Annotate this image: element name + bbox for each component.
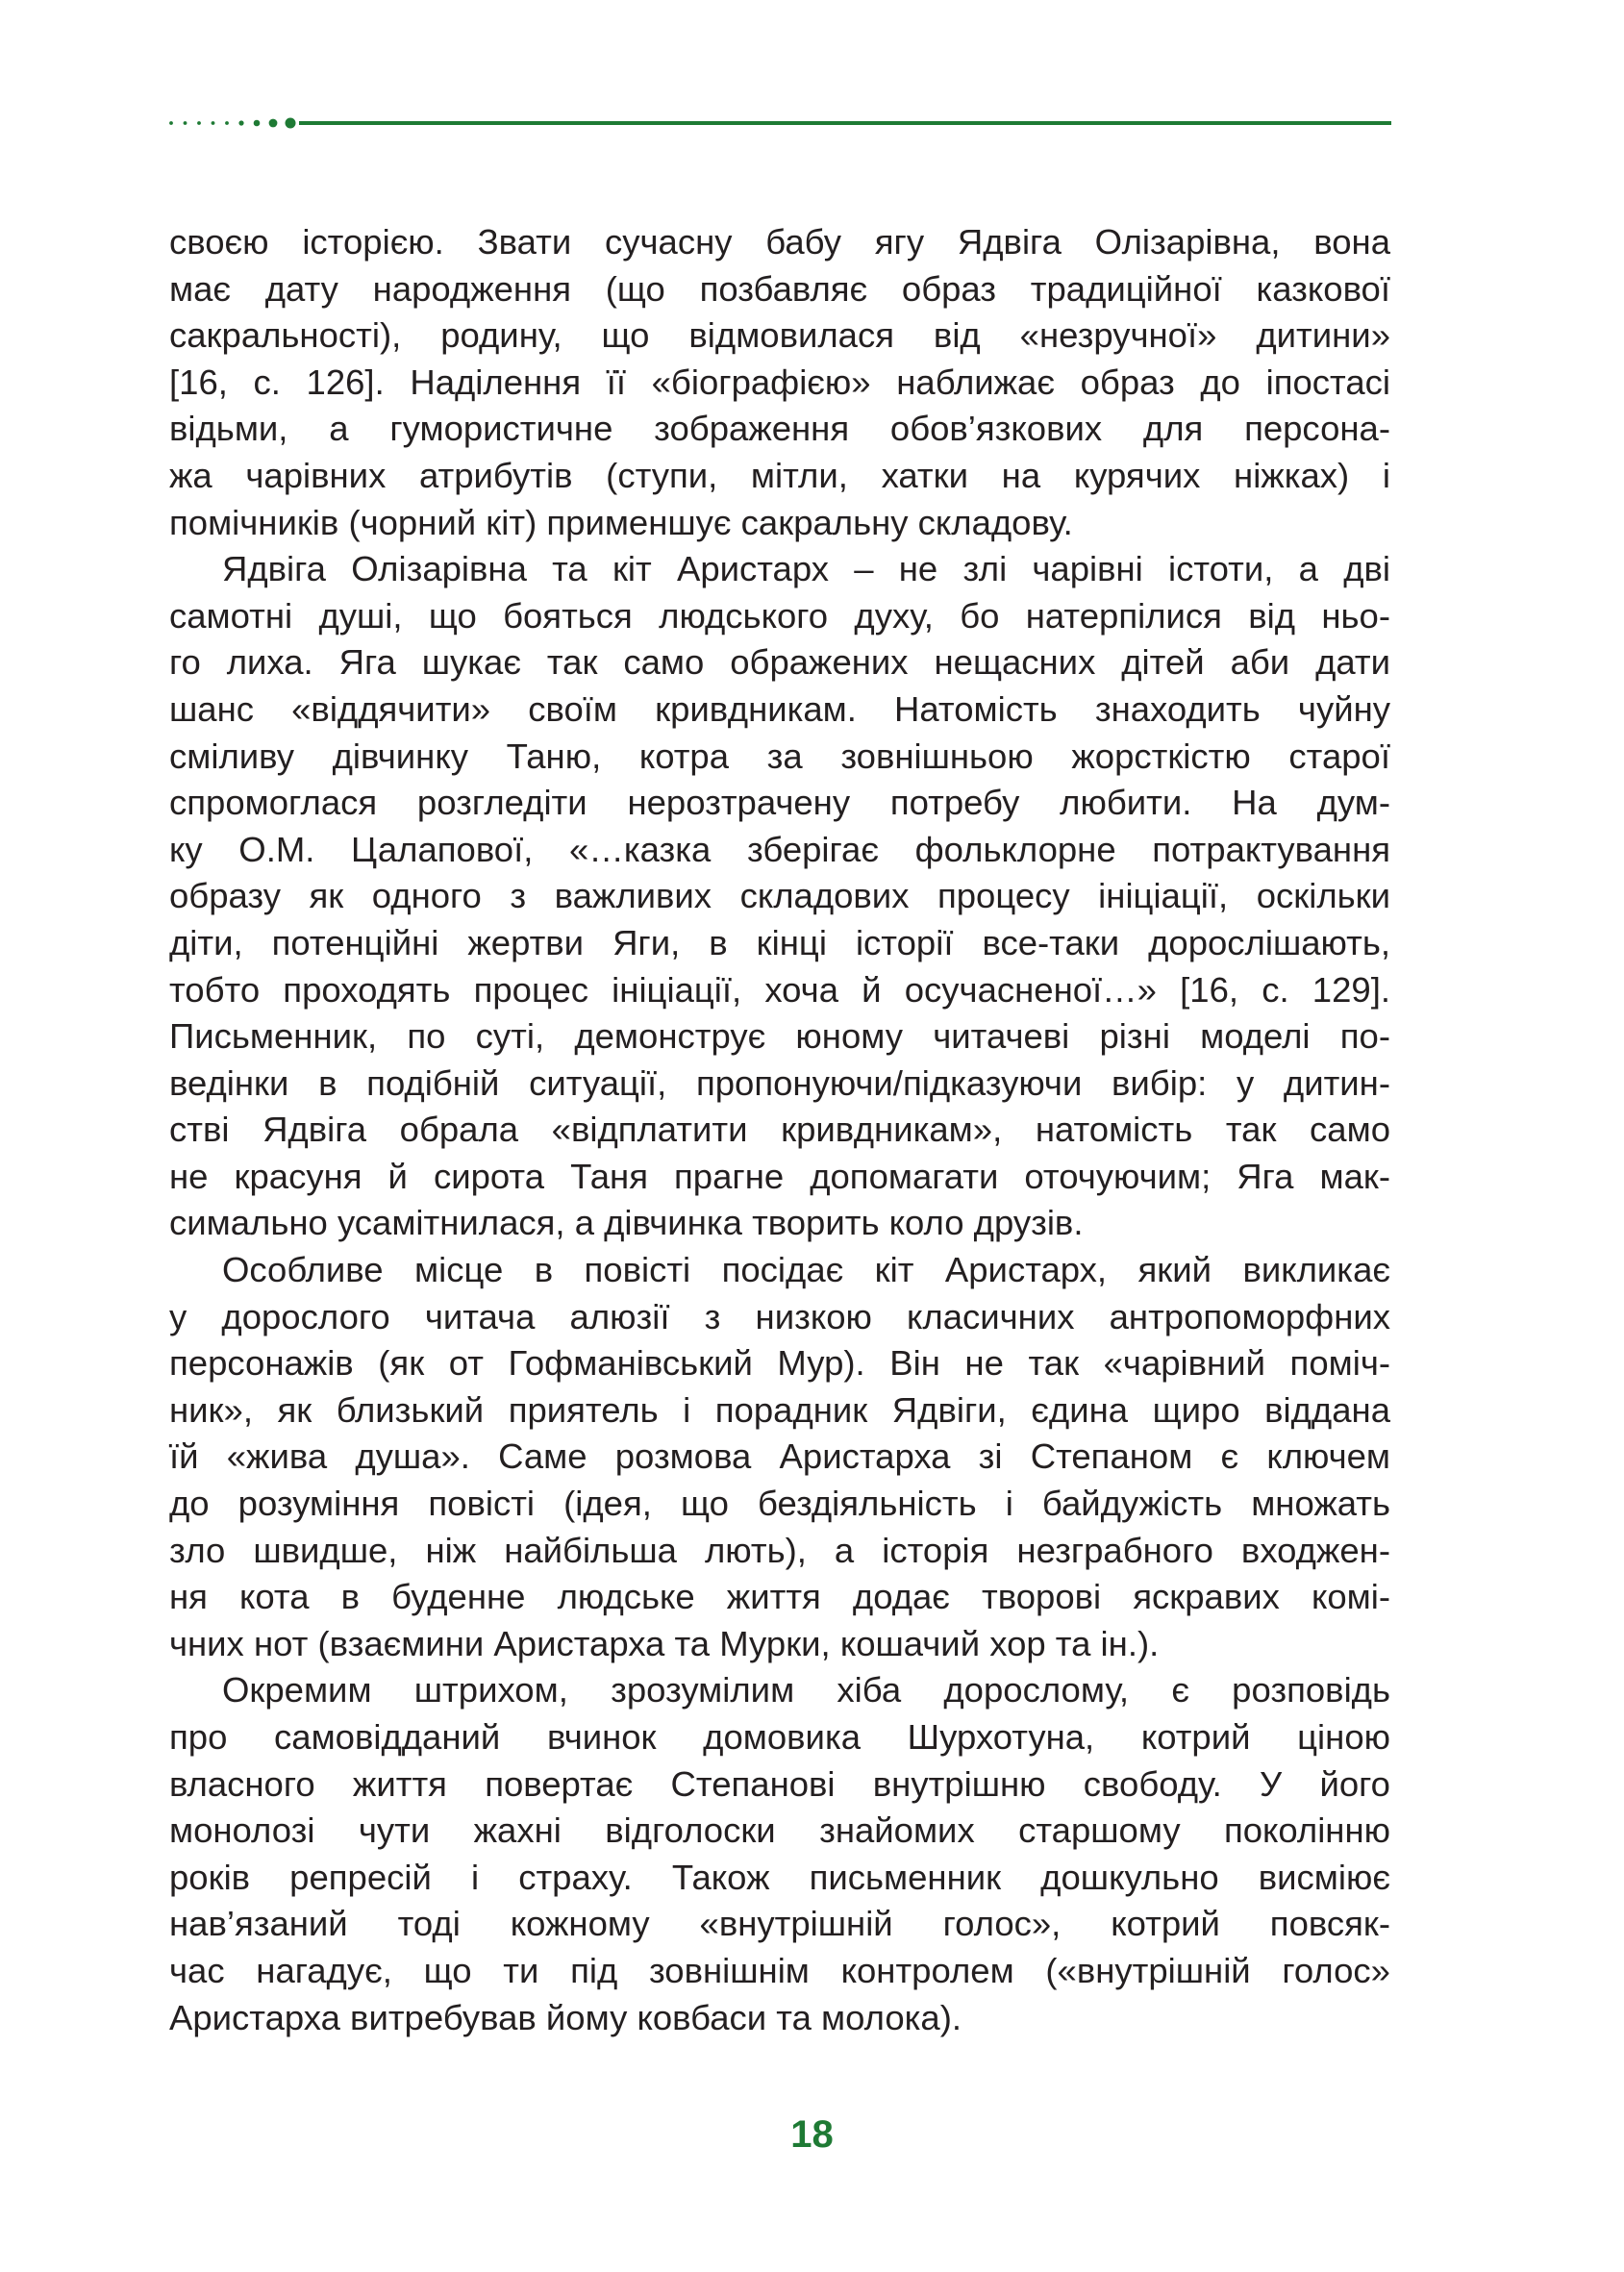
text-line: образу як одного з важливих складових процесу ініціації, оскільки: [169, 876, 1390, 916]
rule-dot: [184, 121, 187, 125]
text-line: сакральності), родину, що відмовилася від «незручної» дитини»: [169, 315, 1390, 356]
text-line: Аристарха витребував йому ковбаси та молока).: [169, 1997, 962, 2037]
text-line: нав’язаний тоді кожному «внутрішній голос», котрий повсяк-: [169, 1904, 1390, 1944]
text-line: власного життя повертає Степанові внутрішню свободу. У його: [169, 1763, 1390, 1804]
text-line: [16, с. 126]. Наділення її «біографією» наближає образ до іпостасі: [169, 362, 1390, 402]
text-line: монолозі чути жахні відголоски знайомих старшому поколінню: [169, 1810, 1390, 1851]
text-line: персонажів (як от Гофманівський Мур). Він не так «чарівний поміч-: [169, 1343, 1390, 1384]
text-line: симально усамітнилася, а дівчинка творить коло друзів.: [169, 1203, 1084, 1243]
text-line: спромоглася розгледіти нерозтрачену потребу любити. На дум-: [169, 783, 1390, 823]
text-line: до розуміння повісті (ідея, що бездіяльність і байдужість множать: [169, 1484, 1390, 1524]
paragraph: [169, 1247, 1390, 1667]
text-line: чних нот (взаємини Аристарха та Мурки, кошачий хор та ін.).: [169, 1623, 1160, 1663]
text-line: сміливу дівчинку Таню, котра за зовнішньою жорсткістю старої: [169, 736, 1390, 776]
rule-dot: [254, 120, 261, 127]
paragraph: [169, 219, 1390, 546]
text-line: у дорослого читача алюзії з низкою класичних антропоморфних: [169, 1296, 1390, 1336]
text-line: час нагадує, що ти під зовнішнім контролем («внутрішній голос»: [169, 1950, 1390, 1990]
rule-dot: [169, 121, 173, 125]
rule-dot: [286, 118, 296, 129]
rule-dot: [212, 121, 215, 125]
body-text: [169, 219, 1390, 2041]
text-line: ник», як близький приятель і порадник Ядвіги, єдина щиро віддана: [169, 1389, 1390, 1430]
paragraph: [169, 1667, 1390, 2041]
text-line: го лиха. Яга шукає так само ображених нещасних дітей аби дати: [169, 642, 1390, 683]
text-line: ведінки в подібній ситуації, пропонуючи/підказуючи вибір: у дитин-: [169, 1062, 1390, 1103]
text-line: самотні душі, що бояться людського духу, бо натерпілися від ньо-: [169, 595, 1390, 636]
text-line: їй «жива душа». Саме розмова Аристарха зі Степаном є ключем: [169, 1436, 1390, 1477]
text-line: тобто проходять процес ініціації, хоча й осучасненої…» [16, с. 129].: [169, 969, 1390, 1010]
text-line: Письменник, по суті, демонструє юному читачеві різні моделі по-: [169, 1016, 1390, 1057]
text-line: своєю історією. Звати сучасну бабу ягу Ядвіга Олізарівна, вона: [169, 222, 1390, 262]
header-dotted-rule: [168, 113, 1391, 133]
text-line: зло швидше, ніж найбільша лють), а історія незграбного входжен-: [169, 1530, 1390, 1570]
rule-dot: [225, 121, 229, 125]
text-line: помічників (чорний кіт) применшує сакральну складову.: [169, 502, 1073, 542]
text-line: діти, потенційні жертви Яги, в кінці історії все-таки дорослішають,: [169, 922, 1390, 962]
text-line: Особливе місце в повісті посідає кіт Аристарх, який викликає: [222, 1250, 1390, 1290]
page-number: 18: [790, 2113, 834, 2156]
text-line: ня кота в буденне людське життя додає творові яскравих комі-: [169, 1577, 1390, 1617]
rule-dot: [238, 120, 243, 125]
text-line: не красуня й сирота Таня прагне допомагати оточуючим; Яга мак-: [169, 1156, 1390, 1196]
text-line: Окремим штрихом, зрозумілим хіба дорослому, є розповідь: [222, 1670, 1390, 1710]
rule-line: [299, 121, 1391, 125]
paragraph: [169, 546, 1390, 1247]
header-rule-graphic: [168, 113, 1391, 133]
text-line: має дату народження (що позбавляє образ традиційної казкової: [169, 268, 1390, 309]
text-line: жа чарівних атрибутів (ступи, мітли, хатки на курячих ніжках) і: [169, 455, 1390, 495]
rule-dot: [197, 121, 201, 125]
text-line: Ядвіга Олізарівна та кіт Аристарх – не злі чарівні істоти, а дві: [222, 549, 1390, 589]
rule-dot: [269, 119, 278, 128]
text-line: ку О.М. Цалапової, «…казка зберігає фольклорне потрактування: [169, 829, 1390, 869]
text-line: шанс «віддячити» своїм кривдникам. Натомість знаходить чуйну: [169, 688, 1390, 729]
text-line: про самовідданий вчинок домовика Шурхотуна, котрий ціною: [169, 1717, 1390, 1757]
text-line: відьми, а гумористичне зображення обов’язкових для персона-: [169, 409, 1390, 449]
text-line: стві Ядвіга обрала «відплатити кривдникам», натомість так само: [169, 1110, 1390, 1150]
text-line: років репресій і страху. Також письменник дошкульно висміює: [169, 1857, 1390, 1897]
